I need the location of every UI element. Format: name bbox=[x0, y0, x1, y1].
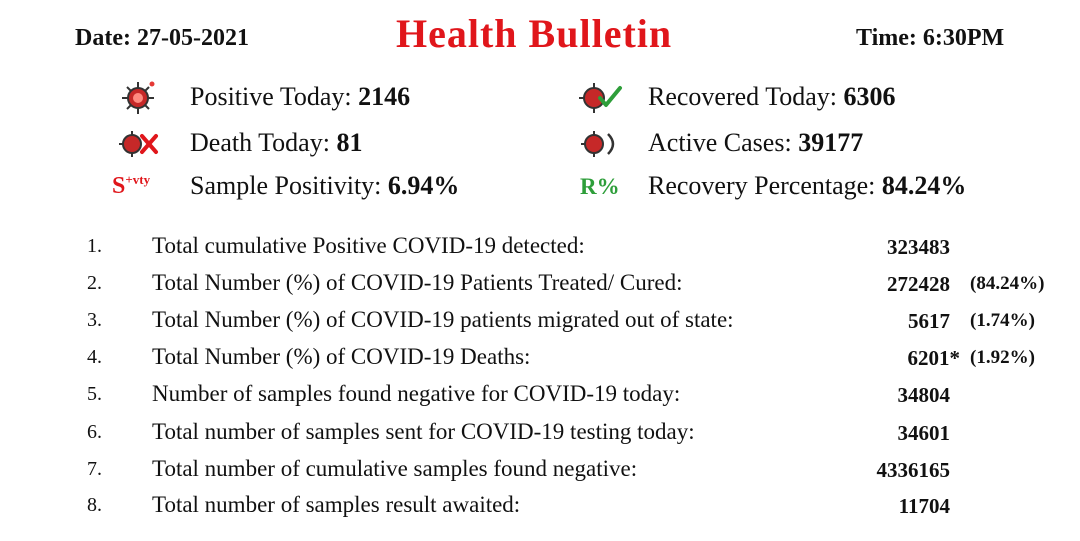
row-text: Total Number (%) of COVID-19 patients migrated out of state: bbox=[152, 307, 734, 332]
active-cases bbox=[648, 128, 863, 158]
sample-positivity-value: 6.94% bbox=[387, 171, 460, 200]
row-value: 4336165 bbox=[876, 458, 950, 482]
row-value: 34804 bbox=[897, 383, 950, 407]
recovered-today-value: 6306 bbox=[843, 82, 896, 111]
virus-active-icon bbox=[578, 128, 624, 160]
page-title: Health Bulletin bbox=[396, 11, 673, 56]
positive-today-value: 2146 bbox=[358, 82, 411, 111]
positive-today-label: Positive Today: bbox=[190, 82, 352, 111]
row-value: 323483 bbox=[887, 235, 950, 259]
row-number: 2. bbox=[87, 272, 102, 294]
date-label: Date: bbox=[75, 25, 131, 51]
row-value: 11704 bbox=[898, 494, 950, 518]
time-value: 6:30PM bbox=[922, 25, 1005, 51]
time bbox=[856, 25, 1004, 52]
active-cases-label: Active Cases: bbox=[648, 128, 792, 157]
time-label: Time: bbox=[856, 25, 917, 51]
row-value: 272428 bbox=[887, 272, 950, 296]
row-text: Total cumulative Positive COVID-19 detected: bbox=[152, 233, 585, 258]
sample-positivity bbox=[190, 171, 459, 201]
row-number: 3. bbox=[87, 309, 102, 331]
row-percentage: (1.92%) bbox=[970, 347, 1035, 368]
recovered-today bbox=[648, 82, 896, 112]
death-today-label: Death Today: bbox=[190, 128, 330, 157]
row-value: 34601 bbox=[897, 421, 950, 445]
row-number: 1. bbox=[87, 235, 102, 257]
virus-cross-icon bbox=[118, 128, 162, 160]
row-number: 4. bbox=[87, 346, 102, 368]
row-percentage: (84.24%) bbox=[970, 273, 1045, 294]
sample-positivity-label: Sample Positivity: bbox=[190, 171, 382, 200]
recovered-today-label: Recovered Today: bbox=[648, 82, 838, 111]
death-today bbox=[190, 128, 362, 158]
recovery-percentage-label: Recovery Percentage: bbox=[648, 171, 876, 200]
positive-today bbox=[190, 82, 410, 112]
row-value: 5617 bbox=[908, 309, 950, 333]
row-text: Number of samples found negative for COVID-19 today: bbox=[152, 381, 681, 406]
row-number: 5. bbox=[87, 383, 102, 405]
row-number: 8. bbox=[87, 494, 102, 516]
virus-check-icon bbox=[578, 80, 624, 114]
active-cases-value: 39177 bbox=[798, 128, 864, 157]
virus-icon bbox=[118, 80, 158, 114]
row-text: Total number of samples result awaited: bbox=[152, 492, 521, 517]
date-value: 27-05-2021 bbox=[136, 25, 249, 51]
recovery-percentage-value: 84.24% bbox=[881, 171, 967, 200]
row-text: Total Number (%) of COVID-19 Deaths: bbox=[152, 344, 531, 369]
row-number: 6. bbox=[87, 421, 102, 443]
row-text: Total Number (%) of COVID-19 Patients Treated/ Cured: bbox=[152, 270, 683, 295]
row-text: Total number of samples sent for COVID-19 testing today: bbox=[152, 419, 695, 444]
recovery-percentage bbox=[648, 171, 966, 201]
death-today-value: 81 bbox=[336, 128, 363, 157]
row-number: 7. bbox=[87, 458, 102, 480]
recovery-percentage-icon: R% bbox=[580, 174, 620, 199]
sample-positivity-icon: $S^{+vty}$ bbox=[112, 172, 151, 199]
row-percentage: (1.74%) bbox=[970, 310, 1035, 331]
date bbox=[75, 25, 249, 52]
row-text: Total number of cumulative samples found negative: bbox=[152, 456, 638, 481]
row-value: 6201* bbox=[907, 346, 960, 370]
